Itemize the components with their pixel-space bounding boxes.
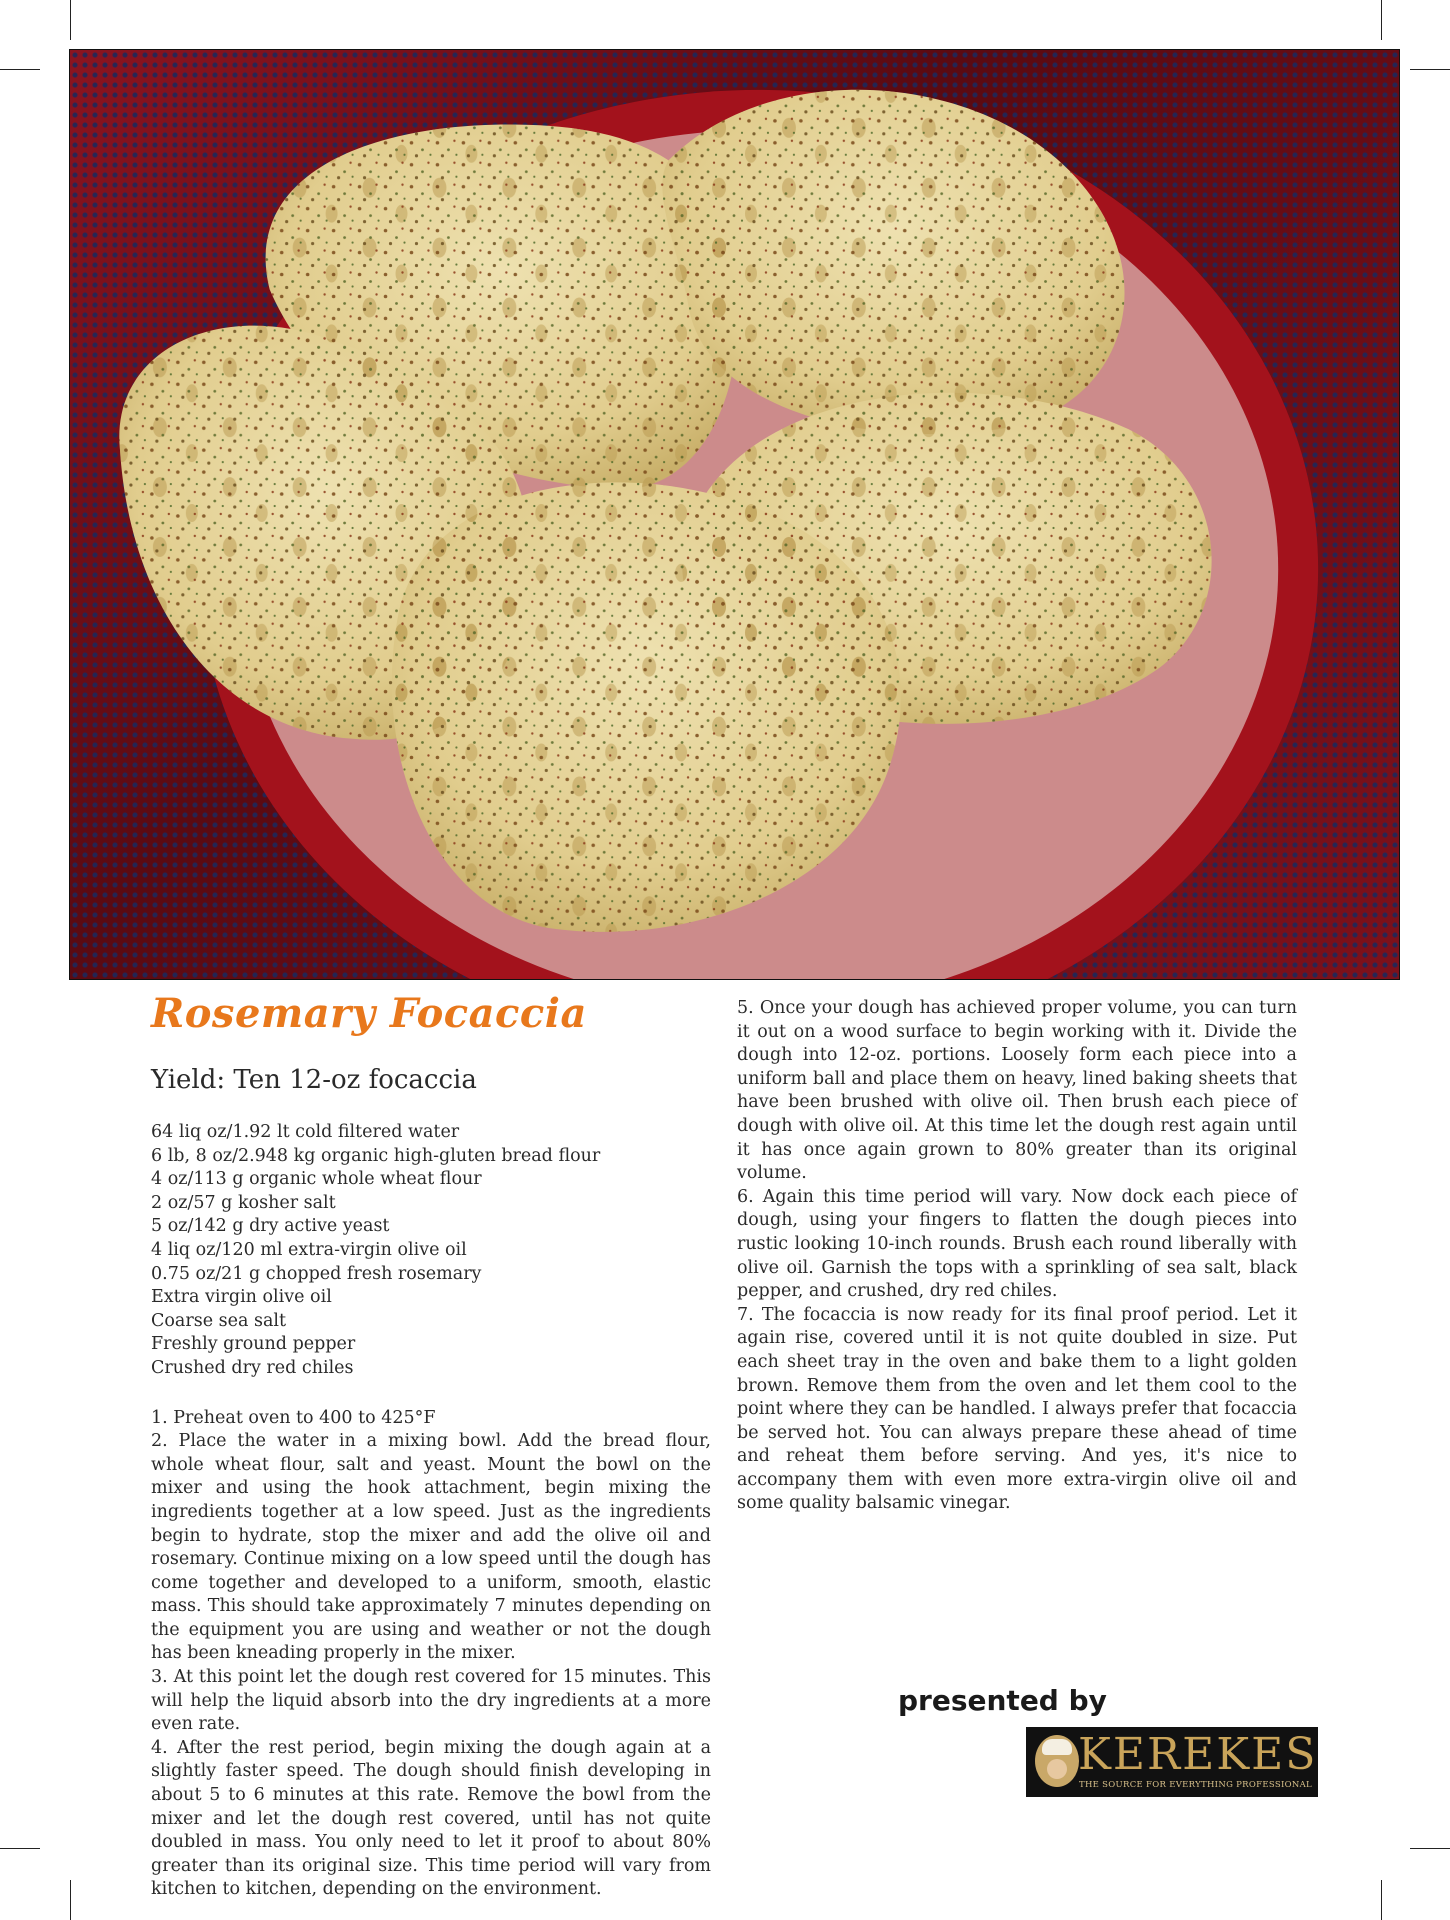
focaccia-photo: [69, 49, 1400, 980]
focaccia-illustration: [70, 50, 1399, 979]
presented-by-label: presented by: [898, 1684, 1107, 1717]
ingredient-item: 0.75 oz/21 g chopped fresh rosemary: [151, 1263, 482, 1284]
left-column: [151, 1121, 711, 1902]
ingredient-list: [151, 1121, 711, 1381]
instruction-step: 6. Again this time period will vary. Now dock each piece of dough, using your fingers to flatten the dough pieces into rustic looking 10-inch rounds. Brush each round liberally with olive oil. Garnish the tops with a sprinkling of sea salt, black pepper, and crushed, dry red chiles.: [737, 1186, 1297, 1302]
instruction-step: 4. After the rest period, begin mixing the dough again at a slightly faster speed. The dough should finish developing in about 5 to 6 minutes at this rate. Remove the bowl from the mixer and let the dough rest covered, until has not quite doubled in mass. You only need to let it proof to about 80% greater than its original size. This time period will vary from kitchen to kitchen, depending on the environment.: [151, 1737, 711, 1900]
ingredient-item: Coarse sea salt: [151, 1310, 287, 1331]
ingredient-item: 4 liq oz/120 ml extra-virgin olive oil: [151, 1239, 467, 1260]
crop-mark: [0, 1848, 40, 1849]
ingredient-item: 2 oz/57 g kosher salt: [151, 1192, 336, 1213]
kerekes-logo: [1026, 1727, 1318, 1797]
recipe-title: Rosemary Focaccia: [151, 990, 587, 1037]
logo-brand-name: KEREKES: [1078, 1729, 1318, 1780]
recipe-yield: Yield: Ten 12-oz focaccia: [151, 1065, 477, 1095]
instruction-step: 3. At this point let the dough rest covered for 15 minutes. This will help the liquid absorb into the dry ingredients at a more even rate.: [151, 1667, 711, 1735]
instructions-part-2: [737, 997, 1297, 1516]
logo-tagline: THE SOURCE FOR EVERYTHING PROFESSIONAL: [1078, 1780, 1312, 1790]
crop-mark: [1381, 1880, 1382, 1920]
crop-mark: [1381, 0, 1382, 40]
crop-mark: [1410, 69, 1450, 70]
crop-mark: [0, 69, 40, 70]
chef-icon: [1035, 1735, 1079, 1787]
ingredient-item: Crushed dry red chiles: [151, 1357, 354, 1378]
ingredient-item: 64 liq oz/1.92 lt cold filtered water: [151, 1122, 460, 1142]
crop-mark: [70, 1880, 71, 1920]
ingredient-item: 4 oz/113 g organic whole wheat flour: [151, 1169, 482, 1190]
crop-mark: [70, 0, 71, 40]
ingredient-item: 5 oz/142 g dry active yeast: [151, 1216, 390, 1237]
instruction-step: 2. Place the water in a mixing bowl. Add the bread flour, whole wheat flour, salt and yeast. Mount the bowl on the mixer and using the hook attachment, begin mixing the ingredients together at a low speed. Just as the ingredients begin to hydrate, stop the mixer and add the olive oil and rosemary. Continue mixing on a low speed until the dough has come together and developed to a uniform, smooth, elastic mass. This should take approximately 7 minutes depending on the equipment you are using and weather or not the dough has been kneading properly in the mixer.: [151, 1431, 711, 1664]
instruction-step: 1. Preheat oven to 400 to 425°F: [151, 1407, 436, 1428]
instruction-step: 7. The focaccia is now ready for its final proof period. Let it again rise, covered until it is not quite doubled in size. Put each sheet tray in the oven and bake them to a light golden brown. Remove them from the oven and let them cool to the point where they can be handled. I always prefer that focaccia be served hot. You can always prepare these ahead of time and reheat them before serving. And yes, it's nice to accompany them with even more extra-virgin olive oil and some quality balsamic vinegar.: [737, 1304, 1297, 1514]
ingredient-item: Freshly ground pepper: [151, 1334, 356, 1355]
ingredient-item: 6 lb, 8 oz/2.948 kg organic high-gluten bread flour: [151, 1145, 601, 1166]
crop-mark: [1410, 1848, 1450, 1849]
instructions-part-1: [151, 1407, 711, 1902]
right-column: [737, 997, 1297, 1516]
instruction-step: 5. Once your dough has achieved proper volume, you can turn it out on a wood surface to begin working with it. Divide the dough into 12-oz. portions. Loosely form each piece into a uniform ball and place them on heavy, lined baking sheets that have been brushed with olive oil. Then brush each piece of dough with olive oil. At this time let the dough rest again until it has once again grown to 80% greater than its original volume.: [737, 998, 1297, 1184]
ingredient-item: Extra virgin olive oil: [151, 1287, 332, 1308]
